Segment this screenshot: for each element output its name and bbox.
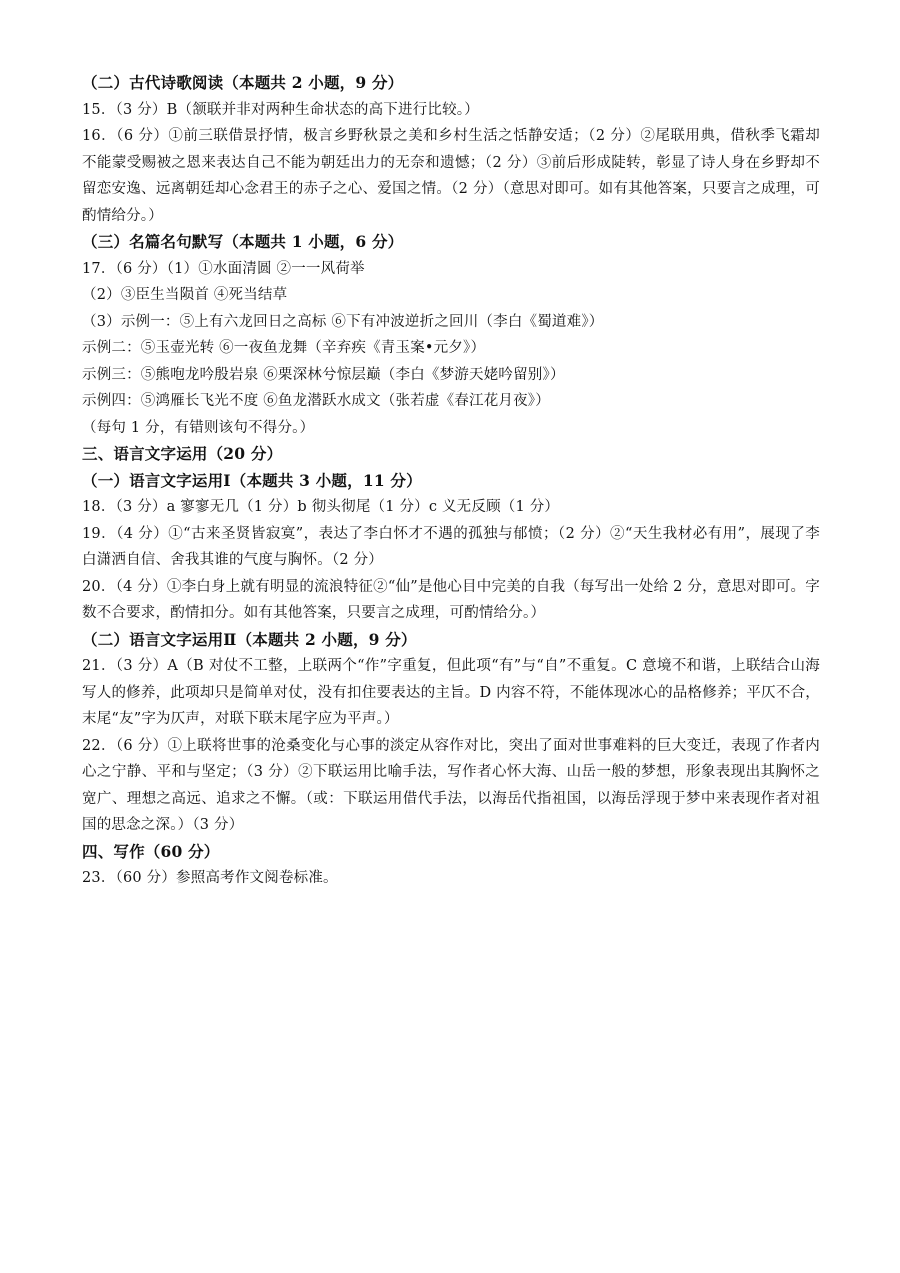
answer-18: 18．（3 分）a 寥寥无几（1 分）b 彻头彻尾（1 分）c 义无反顾（1 分）: [82, 499, 560, 515]
section-heading-language-use-1: （一）语言文字运用Ⅰ（本题共 3 小题，11 分）: [82, 470, 422, 490]
answer-17-example-2: 示例二：⑤玉壶光转 ⑥一夜鱼龙舞（辛弃疾《青玉案•元夕》）: [82, 340, 486, 356]
answer-17-part-1: 17．（6 分）（1）①水面清圆 ②一一风荷举: [82, 260, 365, 277]
answer-20: 20．（4 分）①李白身上就有明显的流浪特征②“仙”是他心目中完美的自我（每写出一处给 2 分，意思对即可。字数不合要求，酌情扣分。如有其他答案，只要言之成理，可酌情给分。）: [82, 578, 820, 621]
answer-16: 16．（6 分）①前三联借景抒情，极言乡野秋景之美和乡村生活之恬静安适；（2 分）②尾联用典，借秋季飞霜却不能蒙受赐被之恩来表达自己不能为朝廷出力的无奈和遗憾；（2 分）③前后形成陡转，彰显了诗人身在乡野却不留恋安逸、远离朝廷却心念君王的赤子之心、爱国之情。（2 分）（意思对即可。如有其他答案，只要言之成理，可酌情给分。）: [82, 128, 820, 224]
answer-21: 21．（3 分）A（B 对仗不工整，上联两个“作”字重复，但此项“有”与“自”不重复。C 意境不和谐，上联结合山海写人的修养，此项却只是简单对仗，没有扣住要表达的主旨。D 内容不符，不能体现冰心的品格修养；平仄不合，末尾“友”字为仄声，对联下联末尾字应为平声。）: [82, 658, 820, 727]
answer-17-scoring-note: （每句 1 分，有错则该句不得分。）: [82, 419, 315, 436]
answer-23: 23．（60 分）参照高考作文阅卷标准。: [82, 870, 338, 886]
answer-17-example-3: 示例三：⑤熊咆龙吟殷岩泉 ⑥栗深林兮惊层巅（李白《梦游天姥吟留别》）: [82, 366, 565, 383]
answer-19: 19．（4 分）①“古来圣贤皆寂寞”，表达了李白怀才不遇的孤独与郁愤；（2 分）②“天生我材必有用”，展现了李白潇洒自信、舍我其谁的气度与胸怀。（2 分）: [82, 525, 820, 568]
section-heading-recitation: （三）名篇名句默写（本题共 1 小题，6 分）: [82, 232, 404, 251]
section-heading-language-use-2: （二）语言文字运用Ⅱ（本题共 2 小题，9 分）: [82, 629, 417, 649]
answer-22: 22．（6 分）①上联将世事的沧桑变化与心事的淡定从容作对比，突出了面对世事难料的巨大变迁，表现了作者内心之宁静、平和与坚定；（3 分）②下联运用比喻手法，写作者心怀大海、山岳一般的梦想，形象表现出其胸怀之宽广、理想之高远、追求之不懈。（或：下联运用借代手法，以海岳代指祖国，以海岳浮现于梦中来表现作者对祖国的思念之深。）（3 分）: [82, 737, 820, 833]
answer-17-part-2: （2）③臣生当陨首 ④死当结草: [82, 287, 288, 303]
section-heading-writing: 四、写作（60 分）: [82, 841, 220, 861]
section-heading-language-use: 三、语言文字运用（20 分）: [82, 444, 283, 463]
answer-17-example-4: 示例四：⑤鸿雁长飞光不度 ⑥鱼龙潜跃水成文（张若虚《春江花月夜》）: [82, 393, 550, 409]
section-heading-ancient-poetry: （二）古代诗歌阅读（本题共 2 小题，9 分）: [82, 73, 404, 92]
answer-15: 15．（3 分）B（颔联并非对两种生命状态的高下进行比较。）: [82, 101, 479, 118]
answer-17-part-3-example-1: （3）示例一：⑤上有六龙回日之高标 ⑥下有冲波逆折之回川（李白《蜀道难》）: [82, 313, 604, 330]
